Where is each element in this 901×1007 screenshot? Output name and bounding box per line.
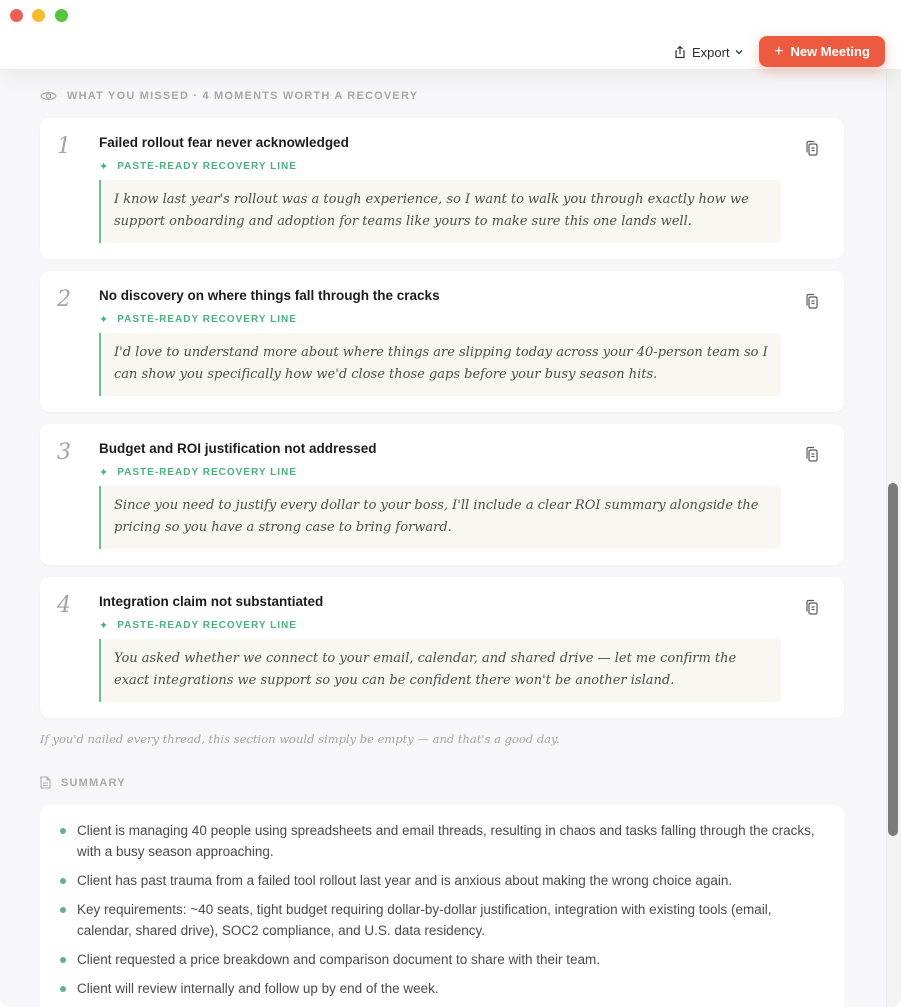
copy-icon[interactable] — [804, 446, 820, 464]
recovery-tag-label: PASTE-READY RECOVERY LINE — [117, 161, 297, 172]
plus-icon: + — [774, 42, 784, 60]
recovery-card — [40, 424, 844, 565]
recovery-tag — [99, 466, 297, 479]
card-title: Budget and ROI justification not addressed — [99, 441, 377, 456]
eye-icon — [40, 90, 57, 102]
summary-item-text: Client is managing 40 people using spreadsheets and email threads, resulting in chaos and tasks falling through the cracks, with a busy season approaching. — [77, 823, 815, 859]
chevron-down-icon — [735, 49, 743, 55]
summary-heading-text: SUMMARY — [61, 776, 126, 789]
sparkle-icon: ✦ — [99, 467, 110, 479]
list-item — [60, 820, 820, 862]
summary-section-heading — [40, 776, 126, 789]
recovery-card — [40, 271, 844, 412]
recovery-line[interactable]: I know last year's rollout was a tough experience, so I want to walk you through exactly how we support onboarding and adoption for teams like yours to make sure this one lands well. — [99, 180, 781, 243]
recovery-tag — [99, 619, 297, 632]
export-button[interactable] — [673, 42, 743, 62]
card-title: No discovery on where things fall through the cracks — [99, 288, 440, 303]
card-number: 2 — [57, 287, 71, 312]
bullet-dot — [60, 878, 66, 884]
card-title: Failed rollout fear never acknowledged — [99, 135, 349, 150]
recovery-line[interactable]: Since you need to justify every dollar to your boss, I'll include a clear ROI summary alongside the pricing so you have a strong case to bring forward. — [99, 486, 781, 549]
list-item — [60, 899, 820, 941]
missed-section-heading — [40, 90, 418, 102]
summary-item-text: Client will review internally and follow up by end of the week. — [77, 981, 439, 996]
summary-item-text: Client has past trauma from a failed tool rollout last year and is anxious about making the wrong choice again. — [77, 873, 733, 888]
new-meeting-button[interactable] — [759, 36, 885, 67]
bullet-dot — [60, 828, 66, 834]
card-number: 1 — [57, 134, 71, 159]
sparkle-icon: ✦ — [99, 620, 110, 632]
recovery-card — [40, 577, 844, 718]
recovery-line[interactable]: I'd love to understand more about where things are slipping today across your 40-person team so I can show you specifically how we'd close those gaps before your busy season hits. — [99, 333, 781, 396]
recovery-tag — [99, 160, 297, 173]
bullet-dot — [60, 986, 66, 992]
title-bar — [0, 0, 901, 70]
export-label: Export — [692, 44, 730, 60]
recovery-line[interactable]: You asked whether we connect to your email, calendar, and shared drive — let me confirm the exact integrations we support so you can be confident there won't be another island. — [99, 639, 781, 702]
card-number: 3 — [57, 440, 71, 465]
summary-item-text: Key requirements: ~40 seats, tight budget requiring dollar-by-dollar justification, integration with existing tools (email, calendar, shared drive), SOC2 compliance, and U.S. data residency. — [77, 902, 772, 938]
main-content — [0, 70, 886, 1007]
card-title: Integration claim not substantiated — [99, 594, 324, 609]
recovery-tag-label: PASTE-READY RECOVERY LINE — [117, 620, 297, 631]
recovery-tag-label: PASTE-READY RECOVERY LINE — [117, 467, 297, 478]
sparkle-icon: ✦ — [99, 161, 110, 173]
scrollbar-thumb[interactable] — [888, 483, 898, 836]
summary-list — [60, 820, 820, 1007]
recovery-card — [40, 118, 844, 259]
copy-icon[interactable] — [804, 599, 820, 617]
summary-item-text: Client requested a price breakdown and comparison document to share with their team. — [77, 952, 601, 967]
minimize-window-button[interactable] — [32, 9, 45, 22]
missed-heading-text: WHAT YOU MISSED · 4 MOMENTS WORTH A RECOVERY — [67, 90, 419, 102]
close-window-button[interactable] — [10, 9, 23, 22]
zoom-window-button[interactable] — [55, 9, 68, 22]
summary-card — [40, 805, 844, 1007]
list-item — [60, 949, 820, 970]
sparkle-icon: ✦ — [99, 314, 110, 326]
recovery-tag — [99, 313, 297, 326]
card-number: 4 — [57, 593, 71, 618]
copy-icon[interactable] — [804, 140, 820, 158]
document-icon — [40, 776, 51, 789]
bullet-dot — [60, 907, 66, 913]
missed-footnote: If you'd nailed every thread, this section would simply be empty — and that's a good day. — [40, 732, 560, 746]
list-item — [60, 978, 820, 999]
recovery-tag-label: PASTE-READY RECOVERY LINE — [117, 314, 297, 325]
bullet-dot — [60, 957, 66, 963]
list-item — [60, 870, 820, 891]
new-meeting-label: New Meeting — [790, 44, 870, 59]
export-icon — [673, 45, 687, 59]
copy-icon[interactable] — [804, 293, 820, 311]
